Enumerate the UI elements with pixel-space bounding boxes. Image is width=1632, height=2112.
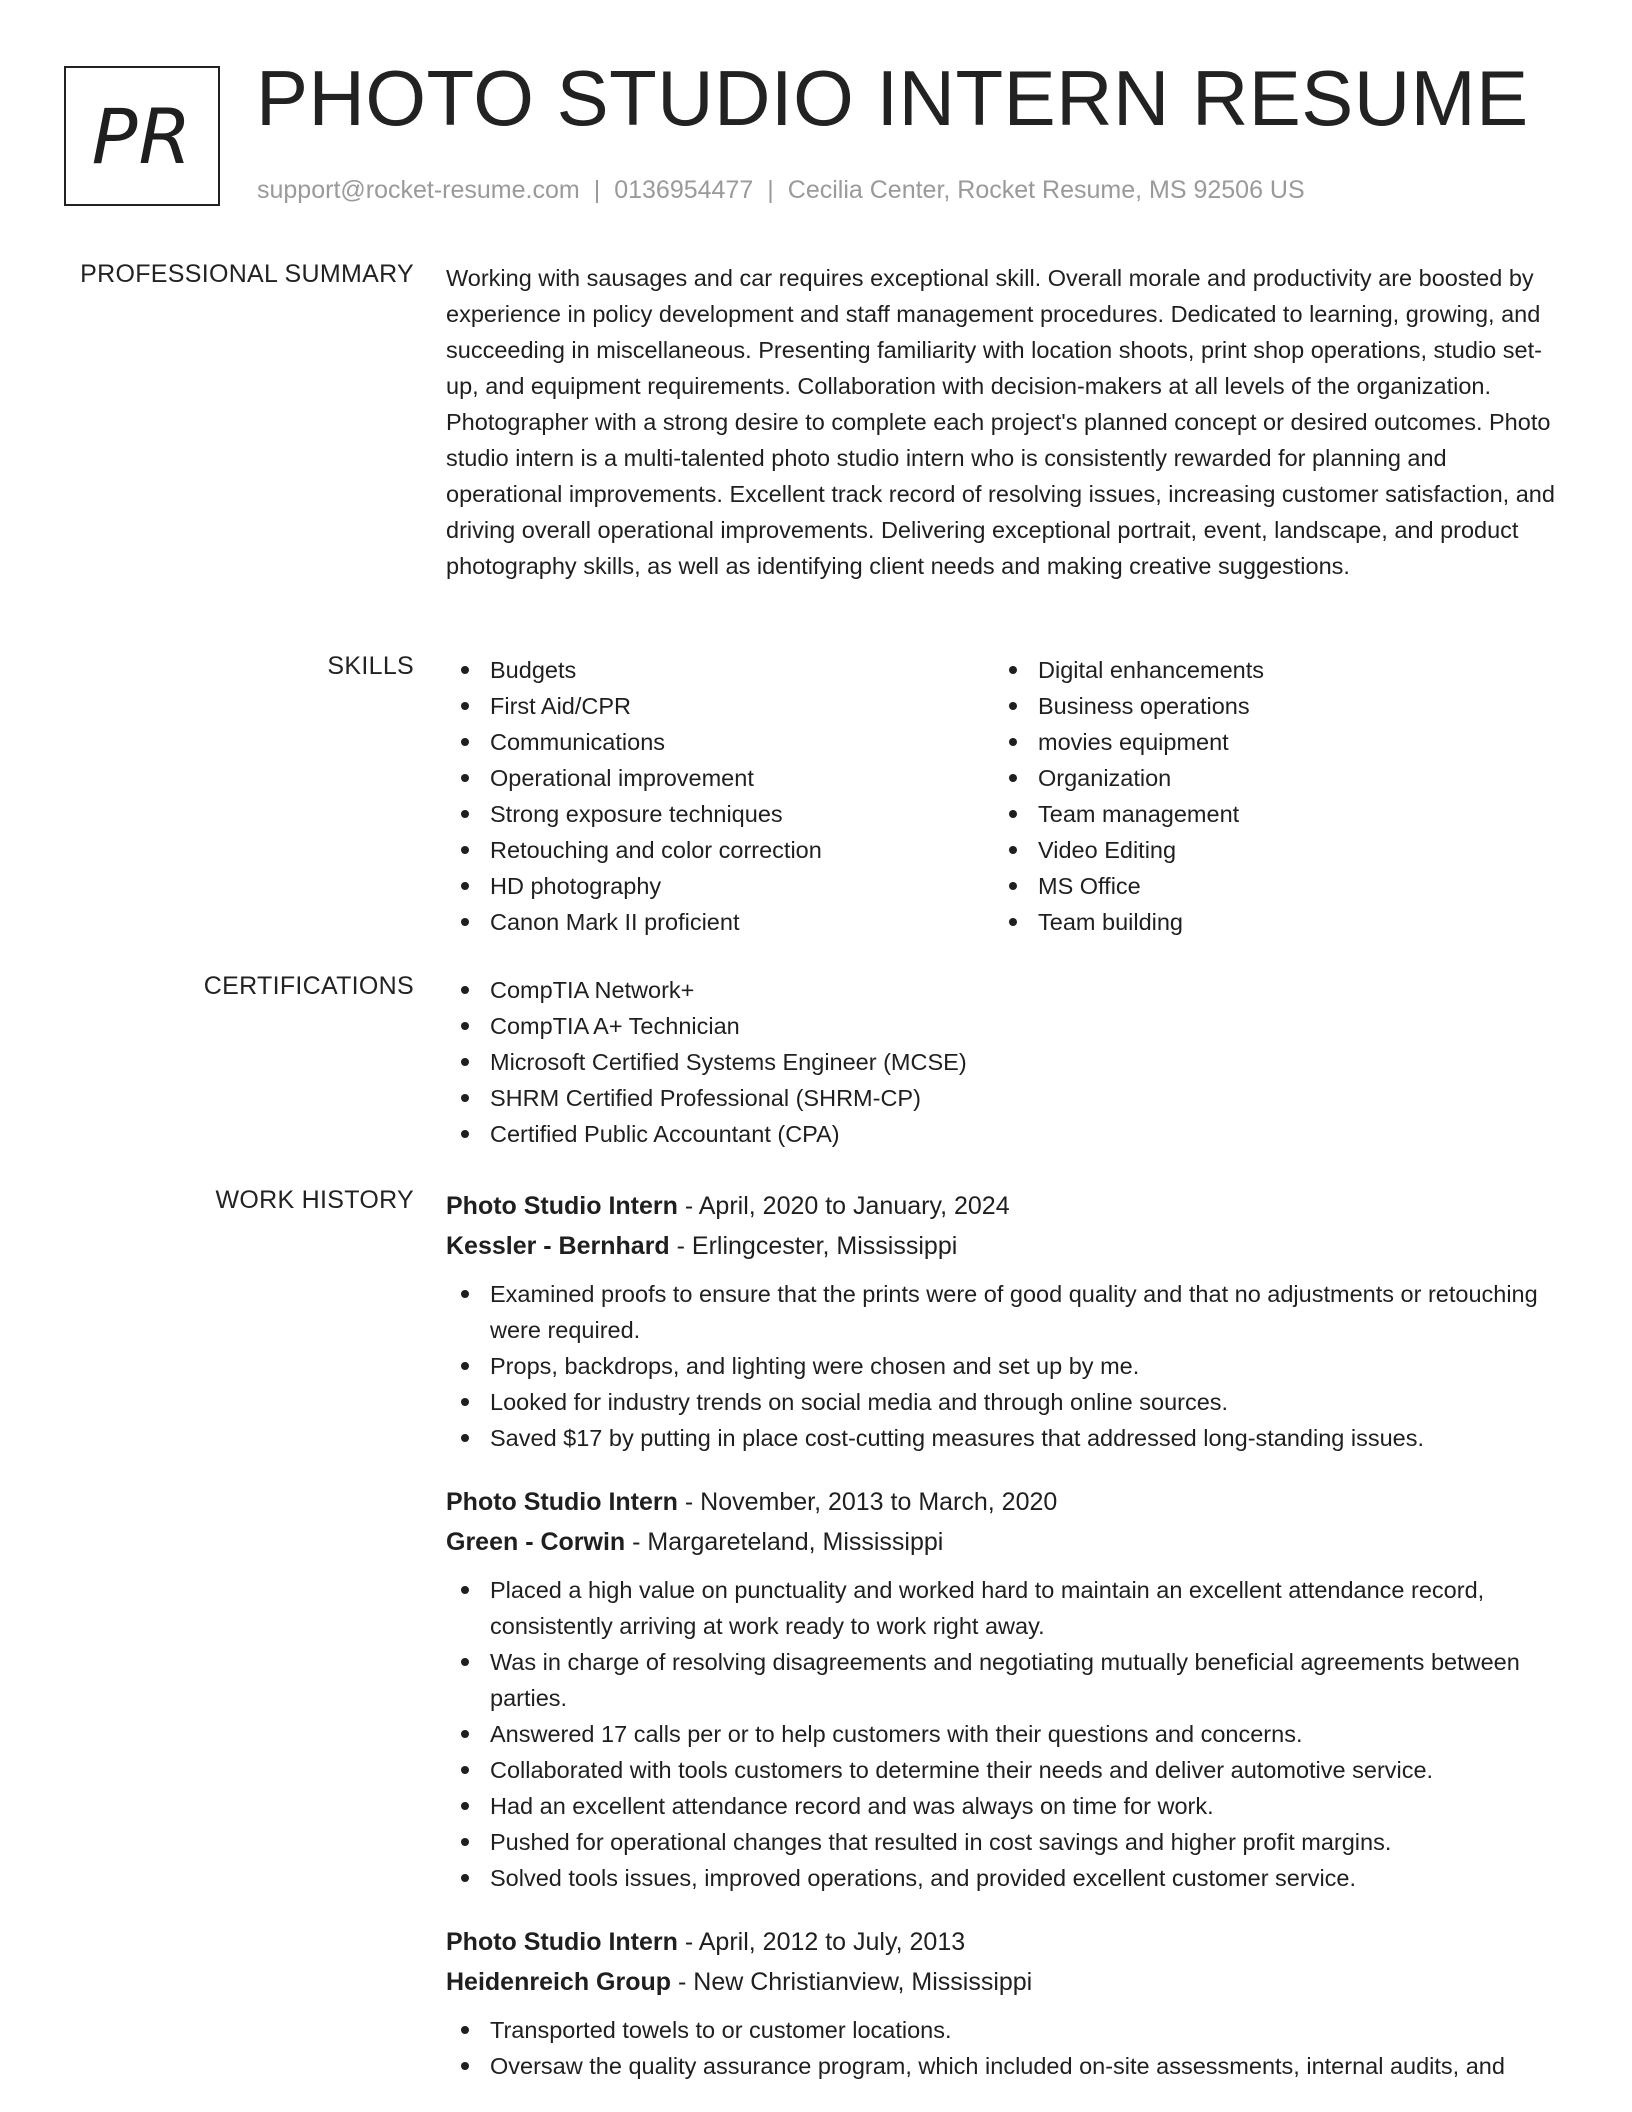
- certifications-list: [446, 972, 1566, 1152]
- job-bullet: Pushed for operational changes that resulted in cost savings and higher profit margins.: [446, 1824, 1566, 1860]
- job-title-line: [446, 1922, 1566, 1962]
- work-history-body: [446, 1186, 1566, 2110]
- skills-list-left: [446, 652, 994, 940]
- job-title: Photo Studio Intern: [446, 1928, 678, 1956]
- skill-item: movies equipment: [994, 724, 1542, 760]
- contact-separator: |: [593, 176, 601, 204]
- skill-item: Strong exposure techniques: [446, 796, 994, 832]
- certification-item: Certified Public Accountant (CPA): [446, 1116, 1566, 1152]
- job-bullets: [446, 1572, 1566, 1896]
- skill-item: Team management: [994, 796, 1542, 832]
- skill-item: Team building: [994, 904, 1542, 940]
- job-bullet: Examined proofs to ensure that the prints were of good quality and that no adjustments or retouching were required.: [446, 1276, 1566, 1348]
- job-bullet: Solved tools issues, improved operations, and provided excellent customer service.: [446, 1860, 1566, 1896]
- summary-text: Working with sausages and car requires exceptional skill. Overall morale and productivity are boosted by experience in policy development and staff management procedures. Dedicated to learning, growing, and succeeding in miscellaneous. Presenting familiarity with location shoots, print shop operations, studio set-up, and equipment requirements. Collaboration with decision-makers at all levels of the organization. Photographer with a strong desire to complete each project's planned concept or desired outcomes. Photo studio intern is a multi-talented photo studio intern who is consistently rewarded for planning and operational improvements. Excellent track record of resolving issues, increasing customer satisfaction, and driving overall operational improvements. Delivering exceptional portrait, event, landscape, and product photography skills, as well as identifying client needs and making creative suggestions.: [446, 265, 1555, 579]
- skills-list-right: [994, 652, 1542, 940]
- job-bullet: Collaborated with tools customers to determine their needs and deliver automotive service.: [446, 1752, 1566, 1788]
- skill-item: Retouching and color correction: [446, 832, 994, 868]
- skill-item: Operational improvement: [446, 760, 994, 796]
- skill-item: Video Editing: [994, 832, 1542, 868]
- skill-item: Business operations: [994, 688, 1542, 724]
- skill-item: Communications: [446, 724, 994, 760]
- job-bullet: Answered 17 calls per or to help customers with their questions and concerns.: [446, 1716, 1566, 1752]
- certification-item: CompTIA A+ Technician: [446, 1008, 1566, 1044]
- contact-phone[interactable]: 0136954477: [614, 176, 754, 204]
- job-bullets: [446, 1276, 1566, 1456]
- job-company-line: [446, 1226, 1566, 1266]
- certification-item: SHRM Certified Professional (SHRM-CP): [446, 1080, 1566, 1116]
- job-bullet: Was in charge of resolving disagreements and negotiating mutually beneficial agreements between parties.: [446, 1644, 1566, 1716]
- job-bullet: Props, backdrops, and lighting were chosen and set up by me.: [446, 1348, 1566, 1384]
- contact-email[interactable]: support@rocket-resume.com: [257, 176, 580, 204]
- skill-item: Canon Mark II proficient: [446, 904, 994, 940]
- job-dates: - April, 2012 to July, 2013: [677, 1928, 966, 1956]
- job-company: Kessler - Bernhard: [446, 1232, 670, 1260]
- job-company-line: [446, 1522, 1566, 1562]
- section-label-certifications: CERTIFICATIONS: [203, 972, 414, 1000]
- job-entry: [446, 1186, 1566, 1456]
- job-bullet: Had an excellent attendance record and was always on time for work.: [446, 1788, 1566, 1824]
- job-entry: [446, 1922, 1566, 2084]
- resume-title: PHOTO STUDIO INTERN RESUME: [256, 54, 1529, 142]
- job-title: Photo Studio Intern: [446, 1192, 678, 1220]
- skills-body: [446, 652, 1566, 940]
- job-company: Heidenreich Group: [446, 1968, 672, 1996]
- section-label-work-history: WORK HISTORY: [215, 1186, 414, 1214]
- job-bullet: Oversaw the quality assurance program, which included on-site assessments, internal audits, and: [446, 2048, 1566, 2084]
- job-bullet: Placed a high value on punctuality and worked hard to maintain an excellent attendance record, consistently arriving at work ready to work right away.: [446, 1572, 1566, 1644]
- job-entry: [446, 1482, 1566, 1896]
- skill-item: HD photography: [446, 868, 994, 904]
- skill-item: Digital enhancements: [994, 652, 1542, 688]
- job-company: Green - Corwin: [446, 1528, 626, 1556]
- job-location: - Margareteland, Mississippi: [625, 1528, 944, 1556]
- monogram-box: [64, 66, 220, 206]
- job-bullets: [446, 2012, 1566, 2084]
- job-company-line: [446, 1962, 1566, 2002]
- skill-item: First Aid/CPR: [446, 688, 994, 724]
- job-dates: - April, 2020 to January, 2024: [677, 1192, 1010, 1220]
- skill-item: Organization: [994, 760, 1542, 796]
- skill-item: MS Office: [994, 868, 1542, 904]
- summary-body: [446, 260, 1566, 584]
- job-dates: - November, 2013 to March, 2020: [677, 1488, 1058, 1516]
- job-title-line: [446, 1482, 1566, 1522]
- certification-item: CompTIA Network+: [446, 972, 1566, 1008]
- job-location: - New Christianview, Mississippi: [671, 1968, 1033, 1996]
- job-title-line: [446, 1186, 1566, 1226]
- skill-item: Budgets: [446, 652, 994, 688]
- contact-separator: |: [767, 176, 774, 204]
- certification-item: Microsoft Certified Systems Engineer (MCSE): [446, 1044, 1566, 1080]
- job-bullet: Transported towels to or customer locations.: [446, 2012, 1566, 2048]
- job-bullet: Looked for industry trends on social media and through online sources.: [446, 1384, 1566, 1420]
- section-label-summary: PROFESSIONAL SUMMARY: [80, 260, 414, 288]
- contact-address: Cecilia Center, Rocket Resume, MS 92506 US: [787, 176, 1305, 204]
- job-title: Photo Studio Intern: [446, 1488, 678, 1516]
- monogram-initials: PR: [91, 91, 193, 181]
- section-label-skills: SKILLS: [327, 652, 414, 680]
- certifications-body: [446, 972, 1566, 1152]
- contact-line: [257, 176, 1305, 205]
- job-location: - Erlingcester, Mississippi: [669, 1232, 958, 1260]
- job-bullet: Saved $17 by putting in place cost-cutting measures that addressed long-standing issues.: [446, 1420, 1566, 1456]
